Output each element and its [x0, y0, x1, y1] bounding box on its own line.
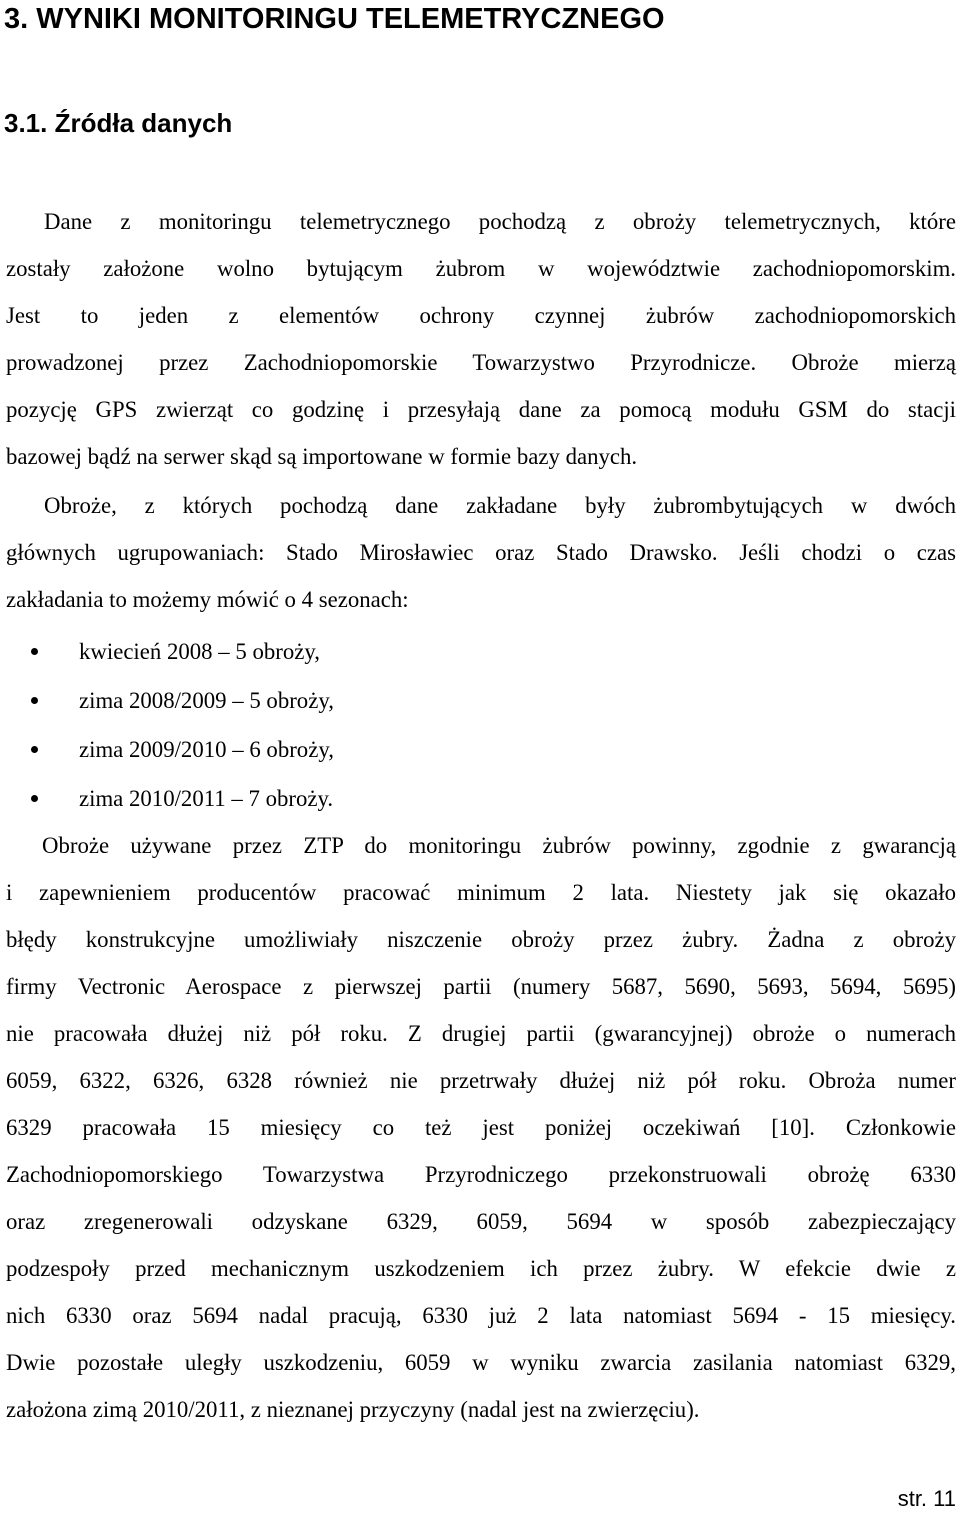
page-number: str. 11	[897, 1486, 956, 1511]
paragraph-line: oraz zregenerowali odzyskane 6329, 6059, 5694 w sposób zabezpieczający	[6, 1209, 956, 1234]
paragraph-line: zakładania to możemy mówić o 4 sezonach:	[6, 587, 409, 612]
bullet-icon	[31, 746, 38, 753]
bullet-icon	[31, 648, 38, 655]
seasons-list	[0, 627, 960, 823]
bullet-icon	[31, 795, 38, 802]
list-item	[0, 627, 960, 676]
chapter-heading: 3. WYNIKI MONITORINGU TELEMETRYCZNEGO	[4, 3, 665, 35]
paragraph-collar-durability	[6, 822, 956, 1433]
paragraph-line: Dane z monitoringu telemetrycznego pochodzą z obroży telemetrycznych, które	[44, 209, 956, 234]
paragraph-line: i zapewnieniem producentów pracować minimum 2 lata. Niestety jak się okazało	[6, 880, 956, 905]
paragraph-line: nich 6330 oraz 5694 nadal pracują, 6330 już 2 lata natomiast 5694 - 15 miesięcy.	[6, 1303, 956, 1328]
list-item-text: zima 2008/2009 – 5 obroży,	[79, 688, 334, 713]
paragraph-line: firmy Vectronic Aerospace z pierwszej partii (numery 5687, 5690, 5693, 5694, 5695)	[6, 974, 956, 999]
paragraph-data-sources	[6, 198, 956, 480]
paragraph-line: Dwie pozostałe uległy uszkodzeniu, 6059 w wyniku zwarcia zasilania natomiast 6329,	[6, 1350, 956, 1375]
paragraph-line: zostały założone wolno bytującym żubrom w województwie zachodniopomorskim.	[6, 256, 956, 281]
paragraph-line: Obroże używane przez ZTP do monitoringu żubrów powinny, zgodnie z gwarancją	[42, 833, 956, 858]
paragraph-line: podzespoły przed mechanicznym uszkodzeniem ich przez żubry. W efekcie dwie z	[6, 1256, 956, 1281]
list-item-text: zima 2010/2011 – 7 obroży.	[79, 786, 334, 811]
paragraph-line: Jest to jeden z elementów ochrony czynnej żubrów zachodniopomorskich	[6, 303, 956, 328]
list-item	[0, 676, 960, 725]
paragraph-line: 6059, 6322, 6326, 6328 również nie przetrwały dłużej niż pół roku. Obroża numer	[6, 1068, 956, 1093]
paragraph-line: prowadzonej przez Zachodniopomorskie Towarzystwo Przyrodnicze. Obroże mierzą	[6, 350, 956, 375]
paragraph-line: głównych ugrupowaniach: Stado Mirosławiec oraz Stado Drawsko. Jeśli chodzi o czas	[6, 540, 956, 565]
section-heading: 3.1. Źródła danych	[4, 108, 233, 138]
paragraph-line: bazowej bądź na serwer skąd są importowane w formie bazy danych.	[6, 444, 638, 469]
list-item	[0, 725, 960, 774]
list-item-text: zima 2009/2010 – 6 obroży,	[79, 737, 334, 762]
paragraph-line: pozycję GPS zwierząt co godzinę i przesyłają dane za pomocą modułu GSM do stacji	[6, 397, 956, 422]
paragraph-collar-groups	[6, 482, 956, 623]
paragraph-line: założona zimą 2010/2011, z nieznanej przyczyny (nadal jest na zwierzęciu).	[6, 1397, 700, 1422]
paragraph-line: Zachodniopomorskiego Towarzystwa Przyrodniczego przekonstruowali obrożę 6330	[6, 1162, 956, 1187]
paragraph-line: Obroże, z których pochodzą dane zakładane były żubrombytujących w dwóch	[44, 493, 956, 518]
paragraph-line: błędy konstrukcyjne umożliwiały niszczenie obroży przez żubry. Żadna z obroży	[6, 927, 956, 952]
list-item	[0, 774, 960, 823]
bullet-icon	[31, 697, 38, 704]
list-item-text: kwiecień 2008 – 5 obroży,	[79, 639, 320, 664]
paragraph-line: nie pracowała dłużej niż pół roku. Z drugiej partii (gwarancyjnej) obroże o numerach	[6, 1021, 956, 1046]
paragraph-line: 6329 pracowała 15 miesięcy co też jest poniżej oczekiwań [10]. Członkowie	[6, 1115, 956, 1140]
